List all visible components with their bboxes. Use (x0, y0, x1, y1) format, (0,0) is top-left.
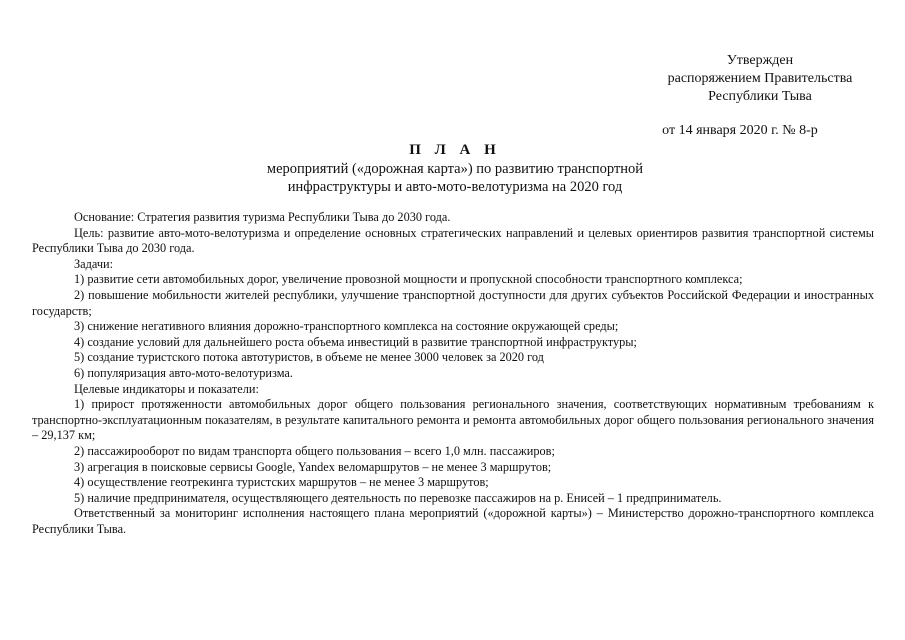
indicator-item-2: 2) пассажирооборот по видам транспорта общего пользования – всего 1,0 млн. пассажиров; (74, 443, 555, 458)
task-item-4: 4) создание условий для дальнейшего роста объема инвестиций в развитие транспортной инфраструктуры; (74, 334, 637, 349)
task-item-6: 6) популяризация авто-мото-велотуризма. (74, 365, 293, 380)
paragraph-tasks-heading: Задачи: (74, 256, 114, 271)
indicator-item-1: 1) прирост протяженности автомобильных дорог общего пользования регионального значения, соответствующих нормативным требованиям к транспортно-эксплуатационным показателям, в результате капитального ремонта и ремонта автомобильных дорог общего пользования регионального значения – 29,137 км; (32, 397, 874, 443)
indicator-item-4: 4) осуществление геотрекинга туристских маршрутов – не менее 3 маршрутов; (74, 475, 489, 490)
task-item-3: 3) снижение негативного влияния дорожно-транспортного комплекса на состояние окружающей среды; (74, 319, 619, 334)
indicator-item-3: 3) агрегация в поисковые сервисы Google, Yandex веломаршрутов – не менее 3 маршрутов; (74, 459, 552, 474)
indicator-item-5: 5) наличие предпринимателя, осуществляющего деятельность по перевозке пассажиров на р. Енисей – 1 предприниматель. (74, 490, 722, 505)
document-title (220, 140, 690, 196)
title-sub-line-1: мероприятий («дорожная карта») по развитию транспортной (266, 161, 644, 177)
paragraph-basis: Основание: Стратегия развития туризма Республики Тыва до 2030 года. (74, 210, 451, 224)
task-item-1: 1) развитие сети автомобильных дорог, увеличение провозной мощности и пропускной способности транспортного комплекса; (74, 272, 743, 287)
approval-stamp (640, 52, 880, 106)
paragraph-indicators-heading: Целевые индикаторы и показатели: (74, 381, 259, 396)
document-body (32, 210, 874, 537)
approval-line-3: Республики Тыва (708, 89, 812, 104)
title-main: П Л А Н (409, 142, 501, 158)
paragraph-responsible: Ответственный за мониторинг исполнения настоящего плана мероприятий («дорожной карты») – Министерство дорожно-транспортного комплекса Республики Тыва. (32, 506, 874, 536)
approval-date: от 14 января 2020 г. № 8-р (662, 123, 818, 138)
title-sub-line-2: инфраструктуры и авто-мото-велотуризма на 2020 год (287, 179, 623, 195)
task-item-2: 2) повышение мобильности жителей республики, улучшение транспортной доступности для других субъектов Российской Федерации и иностранных государств; (32, 287, 874, 318)
approval-line-2: распоряжением Правительства (667, 71, 853, 86)
task-item-5: 5) создание туристского потока автотуристов, в объеме не менее 3000 человек за 2020 год (74, 350, 544, 365)
paragraph-goal: Цель: развитие авто-мото-велотуризма и определение основных стратегических направлений и целевых ориентиров развития транспортной системы Республики Тыва до 2030 года. (32, 225, 874, 256)
approval-line-1: Утвержден (726, 53, 794, 68)
